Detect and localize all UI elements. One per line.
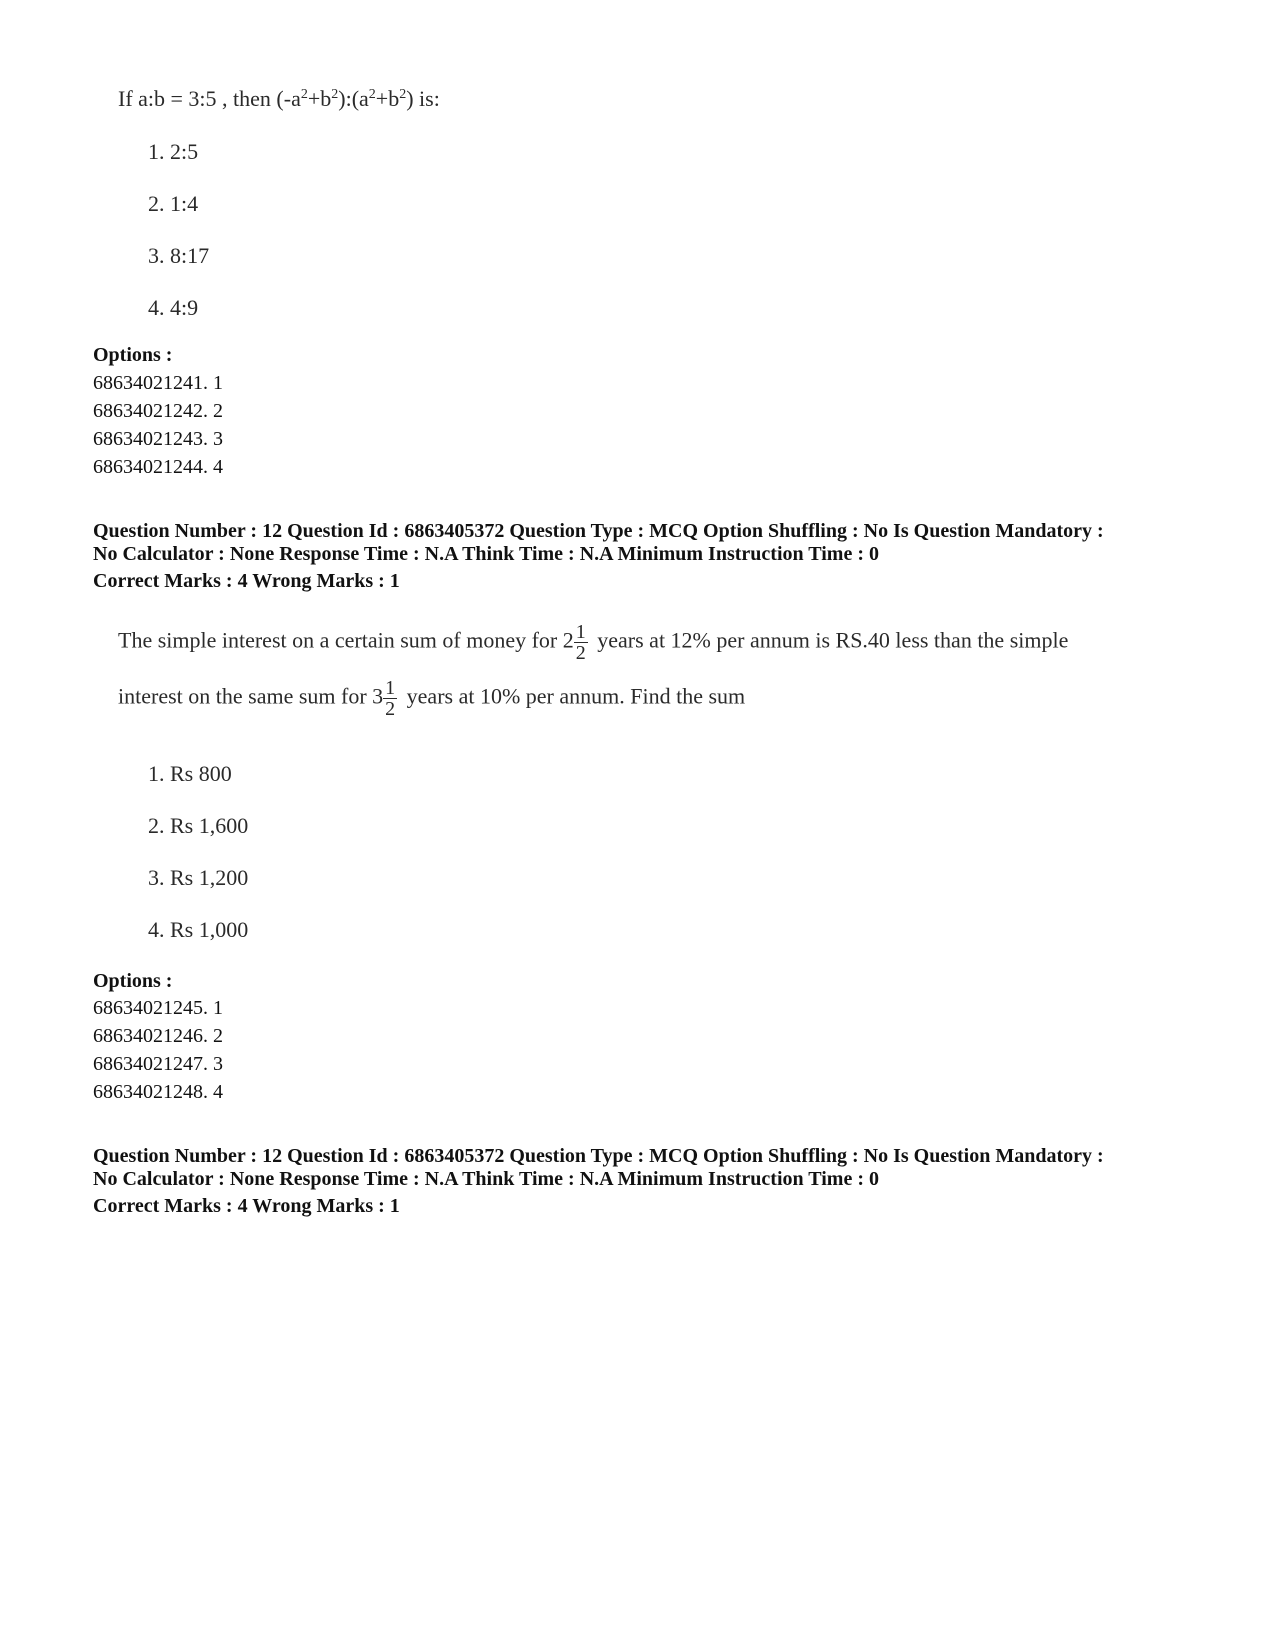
choice-item: 1. Rs 800 xyxy=(148,761,232,786)
option-id: 68634021245. 1 xyxy=(93,997,223,1019)
option-id: 68634021248. 4 xyxy=(93,1081,223,1103)
question-meta-line: Question Number : 12 Question Id : 6863405372 Question Type : MCQ Option Shuffling : No Is Question Mandatory : xyxy=(93,520,1104,542)
option-id: 68634021247. 3 xyxy=(93,1053,223,1075)
marks-line: Correct Marks : 4 Wrong Marks : 1 xyxy=(93,1195,400,1217)
stem-text: years at 12% per annum is RS.40 less than the simple xyxy=(597,627,1069,653)
stem-line-2 xyxy=(118,678,745,719)
stem-text: interest on the same sum for 3 xyxy=(118,683,384,709)
choice-item: 4. 4:9 xyxy=(148,295,199,320)
option-id: 68634021243. 3 xyxy=(93,428,223,450)
question-1-stem xyxy=(118,88,440,110)
question-meta-line: Question Number : 12 Question Id : 6863405372 Question Type : MCQ Option Shuffling : No Is Question Mandatory : xyxy=(93,1145,1104,1167)
choice-item: 1. 2:5 xyxy=(148,139,199,164)
fraction xyxy=(574,622,588,663)
exponent: 2 xyxy=(300,87,308,102)
fraction xyxy=(383,678,397,719)
fraction-numerator: 1 xyxy=(575,621,586,643)
fraction-denominator: 2 xyxy=(385,698,396,720)
option-id: 68634021246. 2 xyxy=(93,1025,223,1047)
stem-text: ) is: xyxy=(406,86,440,111)
choice-item: 2. Rs 1,600 xyxy=(148,813,249,838)
choice-item: 3. Rs 1,200 xyxy=(148,865,249,890)
question-meta-line: No Calculator : None Response Time : N.A Think Time : N.A Minimum Instruction Time : 0 xyxy=(93,1168,879,1190)
exponent: 2 xyxy=(331,87,339,102)
exponent: 2 xyxy=(399,87,407,102)
stem-text: +b xyxy=(375,86,400,111)
fraction-numerator: 1 xyxy=(385,677,396,699)
option-id: 68634021244. 4 xyxy=(93,456,223,478)
options-label: Options : xyxy=(93,344,173,366)
option-id: 68634021242. 2 xyxy=(93,400,223,422)
fraction-denominator: 2 xyxy=(575,642,586,664)
stem-text: +b xyxy=(307,86,332,111)
exponent: 2 xyxy=(368,87,376,102)
stem-text: The simple interest on a certain sum of money for 2 xyxy=(118,627,574,653)
choice-item: 4. Rs 1,000 xyxy=(148,917,249,942)
stem-text: If a:b = 3:5 , then (-a xyxy=(118,86,301,111)
stem-line-1 xyxy=(118,622,1068,663)
choice-item: 2. 1:4 xyxy=(148,191,199,216)
option-id: 68634021241. 1 xyxy=(93,372,223,394)
question-meta-line: No Calculator : None Response Time : N.A Think Time : N.A Minimum Instruction Time : 0 xyxy=(93,543,879,565)
options-label: Options : xyxy=(93,970,173,992)
stem-text: ):(a xyxy=(338,86,369,111)
choice-item: 3. 8:17 xyxy=(148,243,210,268)
marks-line: Correct Marks : 4 Wrong Marks : 1 xyxy=(93,570,400,592)
stem-text: years at 10% per annum. Find the sum xyxy=(406,683,746,709)
